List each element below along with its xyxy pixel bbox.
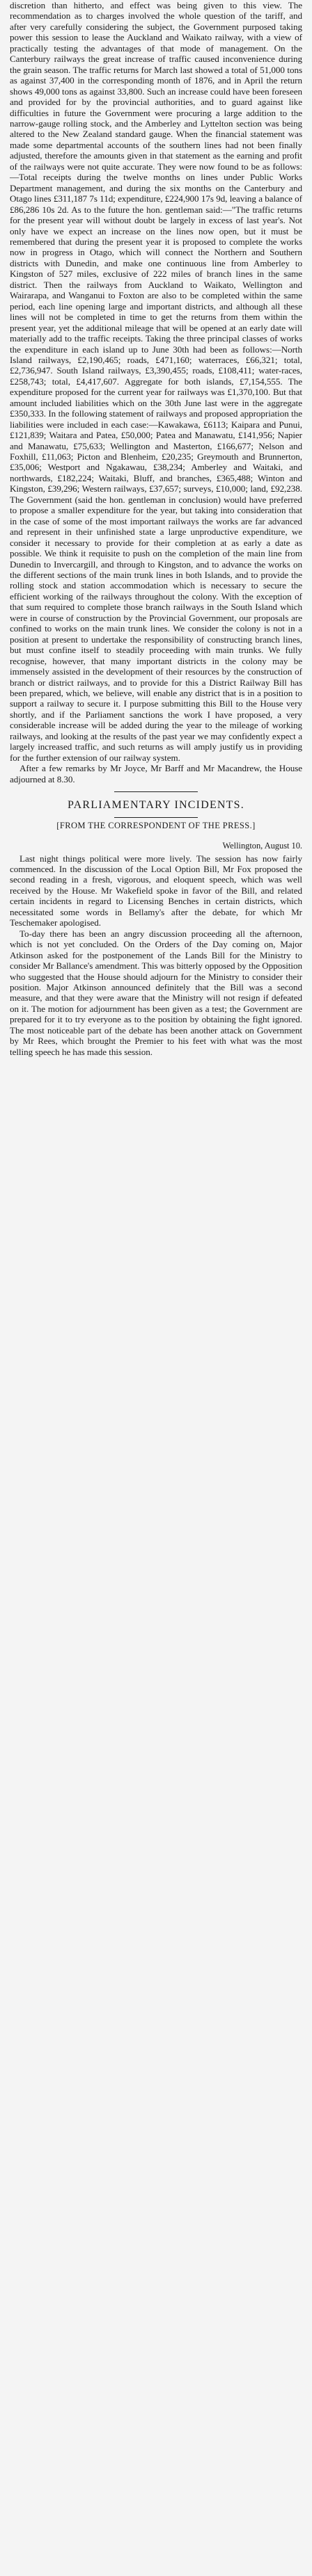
section-headline: PARLIAMENTARY INCIDENTS. xyxy=(68,799,244,812)
article-paragraph: To-day there has been an angry discussion proceeding all the afternoon, which is not yet concluded. On the Orders of the Day coming on, Major Atkinson asked for the postponement of the Lands Bill for the Ministry to consider Mr Ballance's amendment. This was bitterly opposed by the Opposition who suggested that the House should adjourn for the Ministry to consider their position. Major Atkinson announced definitely that the Bill was a second measure, and that they were aware that the Ministry will not resign if defeated on it. The motion for adjournment has been given as a test; the Government are prepared for it to try everyone as to the position by obtaining the fight ignored. The most noticeable part of the debate has been another attack on Government by Mr Rees, which brought the Premier to his feet with what was the most telling speech he has made this session. xyxy=(10,928,302,1057)
section-heading-block xyxy=(10,791,302,831)
railway-statement-article xyxy=(10,0,302,784)
divider-rule xyxy=(114,791,198,792)
parliamentary-incidents-article xyxy=(10,841,302,1057)
newspaper-page xyxy=(10,0,302,1057)
dateline: Wellington, August 10. xyxy=(222,841,302,851)
article-paragraph: discretion than hitherto, and effect was being given to this view. The recommendation as to charges involved the whole question of the tariff, and after very carefully considering the subject, the Government purposed taking power this session to lease the Auckland and Waikato railway, with a view of practically testing the advantages of that mode of management. On the Canterbury railways the great increase of traffic caused inconvenience during the grain season. The traffic returns for March last showed a total of 51,000 tons as against 37,400 in the corresponding month of 1876, and in April the return shows 49,000 tons as against 33,800. Such an increase could have been foreseen and provided for by the provincial authorities, and to guard against like difficulties in future the Government were procuring a large addition to the narrow-gauge rolling stock, and the Amberley and Lyttelton section was being altered to the New Zealand standard gauge. When the financial statement was made some departmental accounts of the southern lines had not been finally adjusted, therefore the amounts given in that statement as the earning and profit of the railways were not quite accurate. They were now found to be as follows:—Total receipts during the twelve months on lines under Public Works Department management, and during the six months on the Canterbury and Otago lines £311,187 7s 11d; expenditure, £224,900 17s 9d, leaving a balance of £86,286 10s 2d. As to the future the hon. gentleman said:—"The traffic returns for the present year will without doubt be largely in excess of last year's. Not only have we expect an increase on the lines now open, but it must be remembered that during the present year it is proposed to complete the works now in progress in Otago, which will connect the Northern and Southern districts with Dunedin, and make one continuous line from Amberley to Kingston of 527 miles, exclusive of 222 miles of branch lines in the same district. Then the railways from Auckland to Waikato, Wellington and Wairarapa, and Wanganui to Foxton are also to be completed within the same period, each line opening large and important districts, and although all these lines will not be completed in time to get the returns from them within the present year, yet the additional mileage that will be opened at an early date will materially add to the traffic receipts. Taking the three principal classes of works the expenditure in each island up to June 30th had been as follows:—North Island railways, £2,190,465; roads, £471,160; waterraces, £66,321; total, £2,736,947. South Island railways, £3,390,455; roads, £108,411; water-races, £258,743; total, £4,417,607. Aggregate for both islands, £7,154,555. The expenditure proposed for the current year for railways was £1,370,100. But that amount included liabilities which on the 30th June last were in the aggregate £350,333. In the following statement of railways and proposed appropriation the liabilities were included in each case:—Kawakawa, £6113; Kaipara and Punui, £121,839; Waitara and Patea, £50,000; Patea and Manawatu, £141,956; Napier and Manawatu, £75,633; Wellington and Masterton, £166,677; Nelson and Foxhill, £11,063; Picton and Blenheim, £20,235; Greymouth and Brunnerton, £35,006; Westport and Ngakawau, £38,234; Amberley and Waitaki, and northwards, £182,224; Waitaki, Bluff, and branches, £365,488; Winton and Kingston, £39,296; Western railways, £37,657; surveys, £10,000; land, £92,238. The Government (said the hon. gentleman in conclusion) would have preferred to propose a smaller expenditure for the year, but taking into consideration that in the case of some of the most important railways the works are far advanced and represent in their unfinished state a large unproductive expenditure, we consider it necessary to provide for their completion at as early a date as possible. We think it requisite to push on the completion of the main line from Dunedin to Invercargill, and through to Kingston, and to advance the works on the different sections of the main trunk lines in both Islands, and to provide the rolling stock and station accommodation which is necessary to secure the efficient working of the railways throughout the colony. With the exception of that sum required to complete those branch railways in the South Island which were in course of construction by the Provincial Government, our proposals are confined to works on the main trunk lines. We consider the colony is not in a position at present to undertake the responsibility of constructing branch lines, but must confine itself to steadily proceeding with main trunks. We fully recognise, however, that many important districts in the colony may be immensely assisted in the development of their resources by the construction of branch or district railways, and to provide for this a District Railway Bill has been prepared, which, we believe, will enable any district that is in a position to support a railway to secure it. I purpose submitting this Bill to the House very shortly, and if the Parliament sanctions the work I have proposed, a very considerable increase will be added during the year to the mileage of working railways, and looking at the results of the past year we may confidently expect a largely increased traffic, and such returns as will amply justify us in providing for the further extension of our railway system. xyxy=(10,0,302,763)
article-paragraph: Last night things political were more lively. The session has now fairly commenced. In the discussion of the Local Option Bill, Mr Fox proposed the second reading in a fresh, vigorous, and eloquent speech, which was well received by the House. Mr Wakefield spoke in favor of the Bill, and related certain incidents in regard to Licensing Benches in certain districts, which necessitated some words in Bellamy's after the debate, for which Mr Teschemaker apologised. xyxy=(10,853,302,928)
divider-rule xyxy=(114,817,198,818)
byline: [FROM THE CORRESPONDENT OF THE PRESS.] xyxy=(56,821,256,831)
article-paragraph: After a few remarks by Mr Joyce, Mr Barff and Mr Macandrew, the House adjourned at 8.30. xyxy=(10,763,302,784)
